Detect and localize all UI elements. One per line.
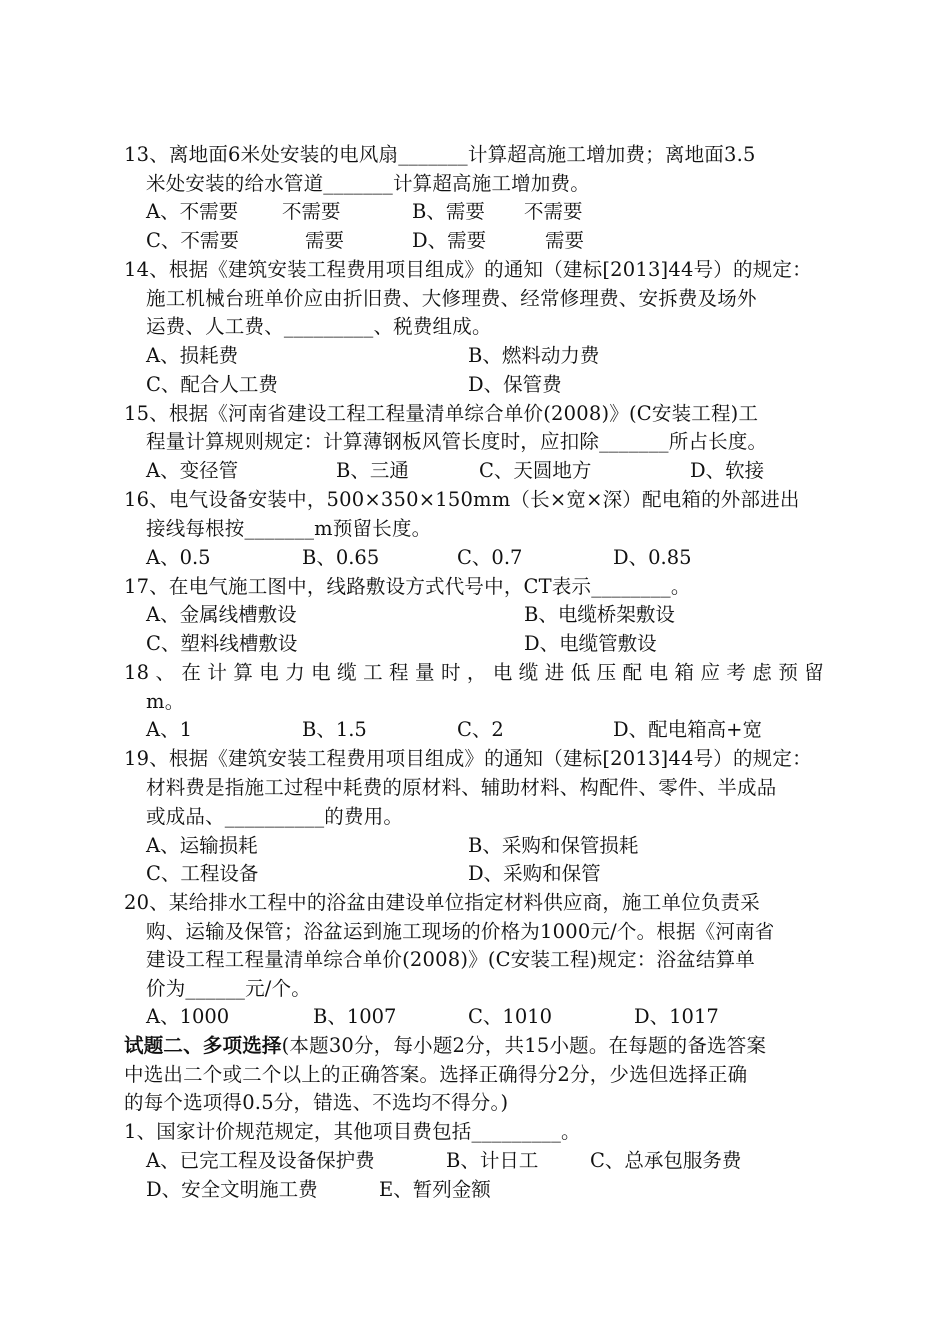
q17-option-b: B、电缆桥架敷设: [524, 603, 675, 626]
q19-option-c: C、工程设备: [146, 862, 259, 885]
q14-option-a: A、损耗费: [146, 344, 239, 367]
section-2-intro-3: 的每个选项得0.5分，错选、不选均不得分。): [124, 1091, 509, 1114]
q18-option-c: C、2: [457, 718, 504, 741]
q18-line-1: 18、在计算电力电缆工程量时，电缆进低压配电箱应考虑预留: [124, 661, 824, 684]
q13-option-d: D、需要: [412, 229, 487, 252]
q17-option-c: C、塑料线槽敷设: [146, 632, 298, 655]
q18-line-2: m。: [146, 690, 185, 713]
q13-option-b: B、需要: [412, 200, 485, 223]
q18-option-b: B、1.5: [302, 718, 367, 741]
q16-option-a: A、0.5: [146, 546, 211, 569]
q15-option-c: C、天圆地方: [479, 459, 592, 482]
q15-option-a: A、变径管: [146, 459, 239, 482]
q14-option-d: D、保管费: [468, 373, 562, 396]
section-2-intro-2: 中选出二个或二个以上的正确答案。选择正确得分2分，少选但选择正确: [124, 1063, 748, 1086]
q14-option-b: B、燃料动力费: [468, 344, 600, 367]
q20-option-c: C、1010: [468, 1005, 553, 1028]
q13-option-d-2: 需要: [545, 229, 585, 252]
q13-option-b-2: 不需要: [524, 200, 583, 223]
q14-option-c: C、配合人工费: [146, 373, 278, 396]
q13-line-2: 米处安装的给水管道_______计算超高施工增加费。: [146, 172, 590, 195]
q14-line-2: 施工机械台班单价应由折旧费、大修理费、经常修理费、安拆费及场外: [146, 287, 757, 310]
q19-line-1: 19、根据《建筑安装工程费用项目组成》的通知（建标[2013]44号）的规定：: [124, 747, 812, 770]
q14-line-1: 14、根据《建筑安装工程费用项目组成》的通知（建标[2013]44号）的规定：: [124, 258, 812, 281]
q19-option-a: A、运输损耗: [146, 834, 258, 857]
q16-option-d: D、0.85: [613, 546, 692, 569]
q16-line-2: 接线每根按_______m预留长度。: [146, 517, 432, 540]
q16-line-1: 16、电气设备安装中，500×350×150mm（长×宽×深）配电箱的外部进出: [124, 488, 800, 511]
q17-option-a: A、金属线槽敷设: [146, 603, 297, 626]
q13-option-a: A、不需要: [146, 200, 239, 223]
section-2-intro-1: (本题30分，每小题2分，共15小题。在每题的备选答案: [281, 1034, 767, 1057]
q16-option-c: C、0.7: [457, 546, 523, 569]
q18-option-a: A、1: [146, 718, 192, 741]
q20-line-3: 建设工程工程量清单综合单价(2008)》(C安装工程)规定：浴盆结算单: [146, 948, 755, 971]
section-2-title: 试题二、多项选择: [124, 1034, 282, 1057]
q13-line-1: 13、离地面6米处安装的电风扇_______计算超高施工增加费；离地面3.5: [124, 143, 756, 166]
q19-line-3: 或成品、__________的费用。: [146, 805, 404, 828]
q20-option-b: B、1007: [313, 1005, 397, 1028]
q20-option-a: A、1000: [146, 1005, 230, 1028]
q19-option-b: B、采购和保管损耗: [468, 834, 639, 857]
q13-option-c: C、不需要: [146, 229, 239, 252]
q13-option-c-2: 需要: [305, 229, 345, 252]
m1-line-1: 1、国家计价规范规定，其他项目费包括_________。: [124, 1120, 581, 1143]
q15-option-d: D、软接: [690, 459, 765, 482]
q20-line-1: 20、某给排水工程中的浴盆由建设单位指定材料供应商，施工单位负责采: [124, 891, 760, 914]
m1-option-b: B、计日工: [446, 1149, 539, 1172]
m1-option-c: C、总承包服务费: [590, 1149, 742, 1172]
q19-option-d: D、采购和保管: [468, 862, 601, 885]
q20-option-d: D、1017: [634, 1005, 719, 1028]
q15-line-2: 程量计算规则规定：计算薄钢板风管长度时，应扣除_______所占长度。: [146, 430, 768, 453]
q14-line-3: 运费、人工费、_________、税费组成。: [146, 315, 492, 338]
m1-option-e: E、暂列金额: [379, 1178, 491, 1201]
m1-option-d: D、安全文明施工费: [146, 1178, 318, 1201]
q19-line-2: 材料费是指施工过程中耗费的原材料、辅助材料、构配件、零件、半成品: [146, 776, 777, 799]
section-2-heading: [124, 1034, 766, 1058]
q15-option-b: B、三通: [336, 459, 409, 482]
q20-line-4: 价为______元/个。: [146, 977, 311, 1000]
q20-line-2: 购、运输及保管；浴盆运到施工现场的价格为1000元/个。根据《河南省: [146, 920, 775, 943]
q15-line-1: 15、根据《河南省建设工程工程量清单综合单价(2008)》(C安装工程)工: [124, 402, 759, 425]
q17-line-1: 17、在电气施工图中，线路敷设方式代号中，CT表示________。: [124, 575, 691, 598]
q16-option-b: B、0.65: [302, 546, 380, 569]
m1-option-a: A、已完工程及设备保护费: [146, 1149, 375, 1172]
q17-option-d: D、电缆管敷设: [524, 632, 657, 655]
q13-option-a-2: 不需要: [282, 200, 341, 223]
q18-option-d: D、配电箱高+宽: [613, 718, 762, 741]
